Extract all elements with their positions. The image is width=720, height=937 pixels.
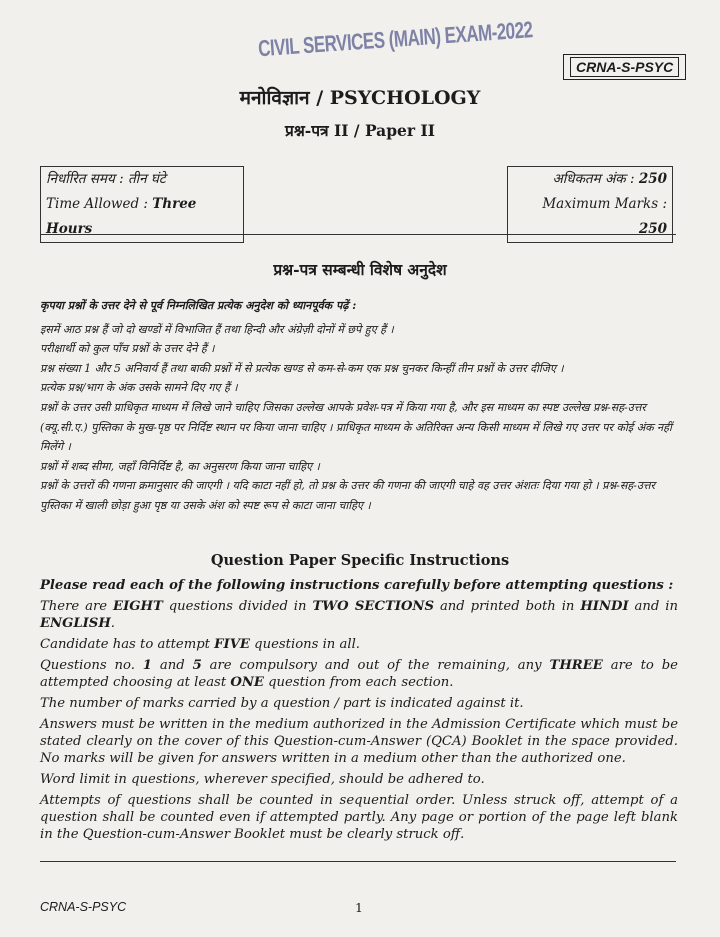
text-run-bold: HINDI <box>580 599 629 614</box>
text-run: Candidate has to attempt <box>40 637 215 652</box>
hindi-instruction-item: प्रत्येक प्रश्न/भाग के अंक उसके सामने दिए गए हैं । <box>40 381 238 395</box>
text-run: are to be attempted choosing at least <box>40 658 678 690</box>
paper-code: CRNA-S-PSYC <box>570 57 679 77</box>
hindi-instructions-heading: प्रश्न-पत्र सम्बन्धी विशेष अनुदेश <box>273 260 447 279</box>
text-run: . <box>110 616 115 631</box>
text-run: There are <box>40 599 114 614</box>
time-label: Time Allowed : <box>46 196 153 212</box>
footer-paper-code: CRNA-S-PSYC <box>40 900 127 914</box>
english-instruction-item <box>40 657 678 691</box>
paper-subtitle: प्रश्न-पत्र II / Paper II <box>285 121 435 140</box>
page-number: 1 <box>355 900 363 915</box>
header-divider <box>40 234 676 235</box>
hindi-instruction-item: परीक्षार्थी को कुल पाँच प्रश्नों के उत्तर देने हैं । <box>40 342 215 356</box>
text-run-bold: ONE <box>230 675 264 690</box>
english-instruction-item: Answers must be written in the medium authorized in the Admission Certificate which must be stated clearly on the cover of this Question-cum-Answer (QCA) Booklet in the space provided. No marks will be given for answers written in a medium other than the authorized one. <box>40 717 678 766</box>
hindi-instruction-item: प्रश्नों में शब्द सीमा, जहाँ विनिर्दिष्ट है, का अनुसरण किया जाना चाहिए । <box>40 459 320 473</box>
english-instruction-item <box>40 598 678 632</box>
text-run: question from each section. <box>263 675 454 690</box>
text-run: Questions no. <box>40 658 143 673</box>
text-run-bold: 5 <box>192 658 202 673</box>
text-run-bold: FIVE <box>214 637 250 652</box>
paper-code-box <box>563 54 686 80</box>
marks-value: 250 <box>638 221 667 237</box>
text-run: and <box>151 658 193 673</box>
text-run: and in <box>628 599 678 614</box>
text-run: and printed both in <box>434 599 581 614</box>
hindi-instructions <box>40 296 672 516</box>
english-instruction-item: Word limit in questions, wherever specified, should be adhered to. <box>40 772 485 787</box>
maximum-marks-box <box>507 166 673 243</box>
footer-divider <box>40 861 676 862</box>
time-allowed-box <box>40 166 244 243</box>
english-instruction-item: The number of marks carried by a question / part is indicated against it. <box>40 696 524 711</box>
hindi-instructions-lead: कृपया प्रश्नों के उत्तर देने से पूर्व निम्नलिखित प्रत्येक अनुदेश को ध्यानपूर्वक पढ़ें : <box>40 299 357 312</box>
english-instructions-lead: Please read each of the following instructions carefully before attempting questions : <box>40 578 674 593</box>
time-allowed-hindi: निर्धारित समय : तीन घंटे <box>46 171 166 187</box>
hindi-instruction-item: प्रश्नों के उत्तर उसी प्राधिकृत माध्यम में लिखे जाने चाहिए जिसका उल्लेख आपके प्रवेश-पत्र में किया गया है, और इस माध्यम का स्पष्ट उल्लेख प्रश्न-सह-उत्तर (क्यू.सी.ए.) पुस्तिका के मुख-पृष्ठ पर निर्दिष्ट स्थान पर किया जाना चाहिए । प्राधिकृत माध्यम के अतिरिक्त अन्य किसी माध्यम में लिखे गए उत्तर पर कोई अंक नहीं मिलेंगे । <box>40 400 672 454</box>
marks-hindi-value: 250 <box>638 171 667 187</box>
text-run-bold: THREE <box>549 658 603 673</box>
hindi-instruction-item: प्रश्नों के उत्तरों की गणना क्रमानुसार की जाएगी । यदि काटा नहीं हो, तो प्रश्न के उत्तर की गणना की जाएगी चाहे वह उत्तर अंशतः दिया गया हो । प्रश्न-सह-उत्तर पुस्तिका में खाली छोड़ा हुआ पृष्ठ या उसके अंश को स्पष्ट रूप से काटा जाना चाहिए । <box>40 479 655 512</box>
english-instruction-item <box>40 636 678 653</box>
text-run-bold: EIGHT <box>113 599 163 614</box>
english-instructions-heading: Question Paper Specific Instructions <box>210 552 510 569</box>
maximum-marks-hindi <box>508 167 672 192</box>
text-run-bold: TWO SECTIONS <box>312 599 435 614</box>
text-run: questions divided in <box>162 599 313 614</box>
text-run: questions in all. <box>249 637 360 652</box>
time-value: Three Hours <box>46 196 197 237</box>
exam-stamp: CIVIL SERVICES (MAIN) EXAM-2022 <box>257 16 534 62</box>
english-instructions <box>40 577 678 847</box>
marks-hindi-label: अधिकतम अंक : <box>552 171 639 187</box>
paper-title: मनोविज्ञान / PSYCHOLOGY <box>239 87 481 109</box>
text-run-bold: 1 <box>142 658 152 673</box>
text-run: are compulsory and out of the remaining, any <box>201 658 550 673</box>
hindi-instruction-item: इसमें आठ प्रश्न हैं जो दो खण्डों में विभाजित हैं तथा हिन्दी और अंग्रेज़ी दोनों में छपे हुए हैं । <box>40 322 394 336</box>
english-instruction-item: Attempts of questions shall be counted in sequential order. Unless struck off, attempt of a question shall be counted even if attempted partly. Any page or portion of the page left blank in the Question-cum-Answer Booklet must be clearly struck off. <box>40 793 678 842</box>
text-run-bold: ENGLISH <box>40 616 111 631</box>
hindi-instruction-item: प्रश्न संख्या 1 और 5 अनिवार्य हैं तथा बाकी प्रश्नों में से प्रत्येक खण्ड से कम-से-कम एक प्रश्न चुनकर किन्हीं तीन प्रश्नों के उत्तर दीजिए । <box>40 361 564 375</box>
marks-label: Maximum Marks : <box>542 196 667 212</box>
